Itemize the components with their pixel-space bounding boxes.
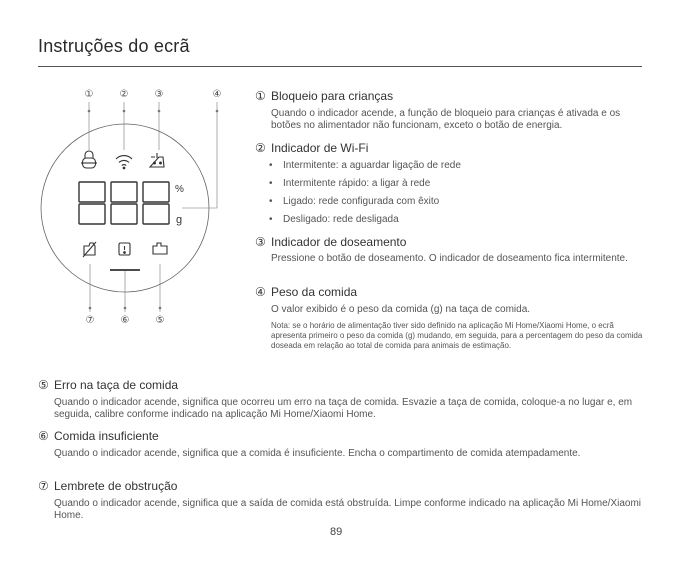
section-heading [255, 88, 645, 104]
diagram-label-6: ⑥ [120, 315, 130, 326]
percent-unit: % [175, 184, 184, 195]
insufficient-food-icon [119, 243, 130, 255]
section-text: O valor exibido é o peso da comida (g) na taça de comida. [271, 304, 531, 315]
section-heading [38, 478, 642, 494]
section-child-lock [255, 88, 645, 132]
digit-3 [143, 182, 169, 224]
section-title: Peso da comida [271, 285, 358, 299]
section-heading [255, 140, 645, 156]
bowl-error-icon [153, 243, 167, 254]
section-number: ② [255, 141, 266, 155]
diagram-label-5: ⑤ [155, 315, 165, 326]
dosing-icon [150, 153, 164, 167]
section-title: Indicador de doseamento [271, 235, 407, 249]
section-number: ① [255, 89, 266, 103]
list-item: • Intermitente rápido: a ligar à rede [265, 178, 645, 190]
section-insufficient-food [38, 428, 598, 460]
section-note: Nota: se o horário de alimentação tiver sido definido na aplicação Mi Home/Xiaomi Home, o ecrã apresenta primeiro o peso da comida (g) mudando, em seguida, para a percentagem do peso da comida doseada em relação ao total de comida para animais de estimação. [271, 321, 643, 350]
section-title: Lembrete de obstrução [54, 479, 178, 493]
section-text: Quando o indicador acende, significa que ocorreu um erro na taça de comida. Esvazie a taça de comida, coloque-a no lugar e, em seguida, calibre conforme indicado na aplicação Mi Home/Xiaomi Home. [54, 397, 633, 420]
section-number: ⑤ [38, 378, 49, 392]
wifi-status-list [265, 160, 645, 226]
section-number: ⑥ [38, 429, 49, 443]
diagram-label-1: ① [84, 89, 94, 100]
display-illustration [30, 84, 240, 334]
diagram-label-7: ⑦ [85, 315, 95, 326]
section-bowl-error [38, 377, 642, 421]
section-text: Pressione o botão de doseamento. O indicador de doseamento fica intermitente. [271, 253, 628, 264]
list-item: • Intermitente: a aguardar ligação de rede [265, 160, 645, 172]
list-item: • Ligado: rede configurada com êxito [265, 196, 645, 208]
section-title: Bloqueio para crianças [271, 89, 394, 103]
page-number: 89 [330, 526, 343, 538]
seven-segment-display [79, 182, 169, 224]
digit-1 [79, 182, 105, 224]
section-heading [255, 284, 645, 300]
section-text: Quando o indicador acende, a função de bloqueio para crianças é ativada e os botões no alimentador não funcionam, exceto o botão de energia. [271, 108, 621, 131]
title-divider [38, 66, 642, 67]
section-title: Comida insuficiente [54, 429, 159, 443]
lock-icon [81, 151, 97, 168]
section-wifi [255, 140, 645, 232]
section-number: ③ [255, 235, 266, 249]
list-item: • Desligado: rede desligada [265, 214, 645, 226]
section-weight [255, 284, 645, 351]
diagram-label-3: ③ [154, 89, 164, 100]
section-blockage [38, 478, 642, 522]
section-heading [38, 377, 642, 393]
section-title: Erro na taça de comida [54, 378, 179, 392]
section-text: Quando o indicador acende, significa que a comida é insuficiente. Encha o compartimento de comida atempadamente. [54, 448, 581, 459]
blockage-icon [83, 242, 96, 257]
display-diagram [30, 84, 240, 334]
section-number: ⑦ [38, 479, 49, 493]
leader-line-4 [182, 102, 217, 208]
gram-unit: g [176, 214, 183, 226]
diagram-label-4: ④ [212, 89, 222, 100]
section-number: ④ [255, 285, 266, 299]
diagram-label-2: ② [119, 89, 129, 100]
section-heading [38, 428, 598, 444]
wifi-icon [116, 156, 132, 169]
section-title: Indicador de Wi-Fi [271, 141, 369, 155]
section-heading [255, 234, 635, 250]
section-dosing [255, 234, 635, 265]
digit-2 [111, 182, 137, 224]
section-text: Quando o indicador acende, significa que a saída de comida está obstruída. Limpe conforme indicado na aplicação Mi Home/Xiaomi Home. [54, 498, 642, 521]
page-title: Instruções do ecrã [38, 36, 190, 56]
